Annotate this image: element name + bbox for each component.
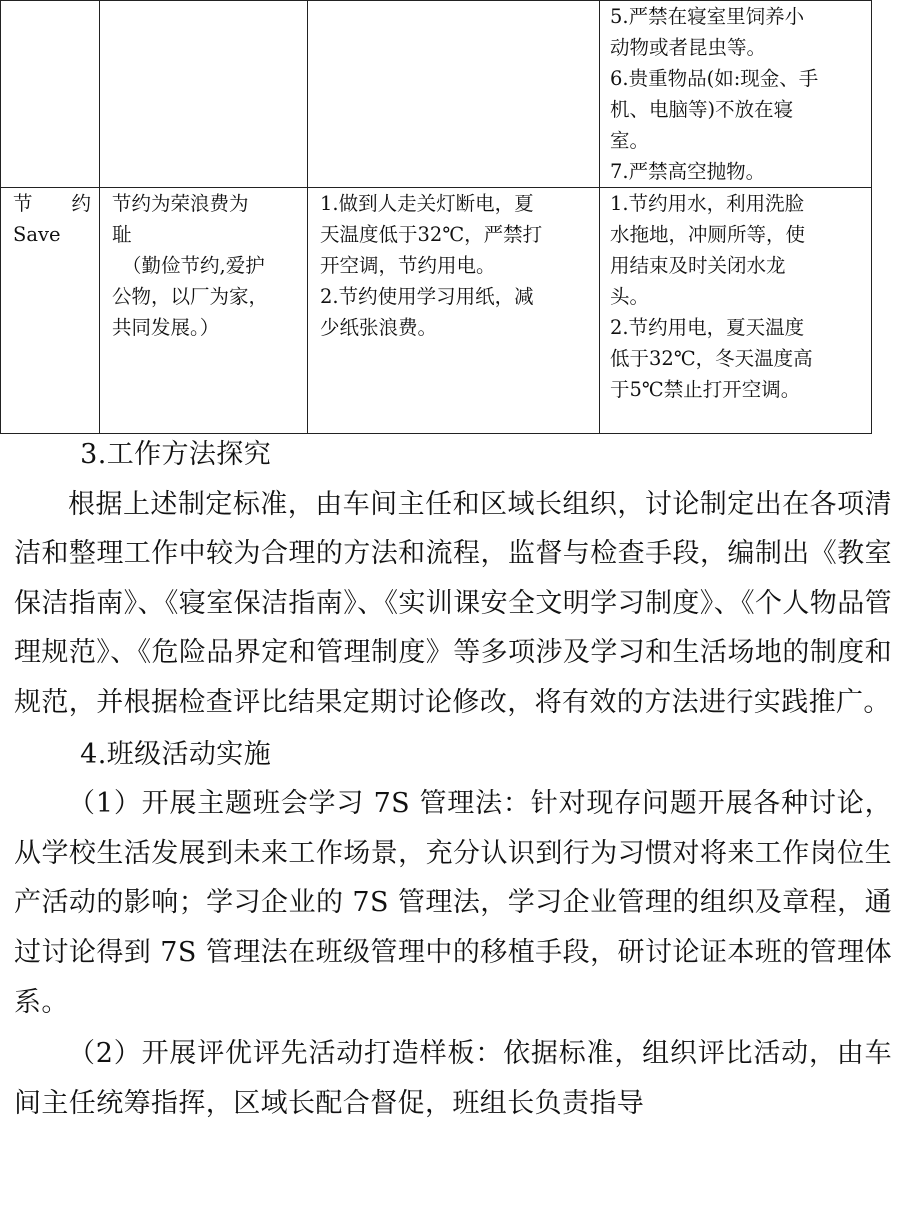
motto-line: （勤俭节约,爱护 bbox=[122, 254, 265, 277]
table-row bbox=[1, 188, 872, 434]
standards-table bbox=[0, 0, 872, 434]
section-heading-activities: 4.班级活动实施 bbox=[80, 738, 272, 770]
rule-line: 头。 bbox=[610, 285, 650, 308]
cell-motto bbox=[100, 188, 308, 434]
requirement-line: 少纸张浪费。 bbox=[320, 316, 438, 339]
category-char: 节 bbox=[13, 192, 33, 215]
rule-line: 动物或者昆虫等。 bbox=[610, 36, 767, 59]
section-heading-method: 3.工作方法探究 bbox=[80, 439, 272, 470]
rule-line: 于5℃禁止打开空调。 bbox=[610, 378, 801, 401]
requirement-line: 开空调，节约用电。 bbox=[320, 254, 496, 277]
rule-line: 1.节约用水，利用洗脸 bbox=[610, 192, 805, 215]
motto-line: 共同发展。） bbox=[112, 316, 220, 339]
cell-motto bbox=[100, 1, 308, 188]
cell-category bbox=[1, 188, 100, 434]
rule-line: 室。 bbox=[610, 129, 650, 152]
rule-line: 6.贵重物品(如:现金、手 bbox=[610, 67, 819, 90]
cell-requirements bbox=[308, 1, 600, 188]
requirement-line: 天温度低于32℃，严禁打 bbox=[320, 223, 543, 246]
paragraph-class-meeting: （1）开展主题班会学习 7S 管理法：针对现存问题开展各种讨论，从学校生活发展到未来工作场景，充分认识到行为习惯对将来工作岗位生产活动的影响；学习企业的 7S 管理法，学习企业管理的组织及章程，通过讨论得到 7S 管理法在班级管理中的移植手段，研讨论证本班的管理体系。 bbox=[14, 788, 892, 1018]
category-label-en: Save bbox=[13, 223, 61, 246]
motto-line: 耻 bbox=[112, 223, 132, 246]
table-row bbox=[1, 1, 872, 188]
document-body bbox=[14, 430, 892, 1128]
rule-line: 7.严禁高空抛物。 bbox=[610, 160, 766, 183]
requirement-line: 1.做到人走关灯断电，夏 bbox=[320, 192, 534, 215]
cell-rules bbox=[600, 1, 872, 188]
rule-line: 水拖地，冲厕所等，使 bbox=[610, 223, 806, 246]
cell-requirements bbox=[308, 188, 600, 434]
paragraph-evaluation: （2）开展评优评先活动打造样板：依据标准，组织评比活动，由车间主任统筹指挥，区域长配合督促，班组长负责指导 bbox=[14, 1038, 892, 1119]
rule-line: 机、电脑等)不放在寝 bbox=[610, 98, 794, 121]
rule-line: 2.节约用电，夏天温度 bbox=[610, 316, 805, 339]
paragraph-method: 根据上述制定标准，由车间主任和区域长组织，讨论制定出在各项清洁和整理工作中较为合理的方法和流程，监督与检查手段，编制出《教室保洁指南》、《寝室保洁指南》、《实训课安全文明学习制度》、《个人物品管理规范》、《危险品界定和管理制度》等多项涉及学习和生活场地的制度和规范，并根据检查评比结果定期讨论修改，将有效的方法进行实践推广。 bbox=[14, 488, 892, 718]
category-label-cn bbox=[13, 188, 91, 219]
rule-line: 用结束及时关闭水龙 bbox=[610, 254, 786, 277]
requirement-line: 2.节约使用学习用纸，减 bbox=[320, 285, 534, 308]
cell-category bbox=[1, 1, 100, 188]
motto-line: 节约为荣浪费为 bbox=[112, 192, 249, 215]
cell-rules bbox=[600, 188, 872, 434]
rule-line: 5.严禁在寝室里饲养小 bbox=[610, 5, 805, 28]
rule-line: 低于32℃，冬天温度高 bbox=[610, 347, 813, 370]
motto-line: 公物，以厂为家， bbox=[112, 285, 269, 308]
category-char: 约 bbox=[71, 192, 91, 215]
